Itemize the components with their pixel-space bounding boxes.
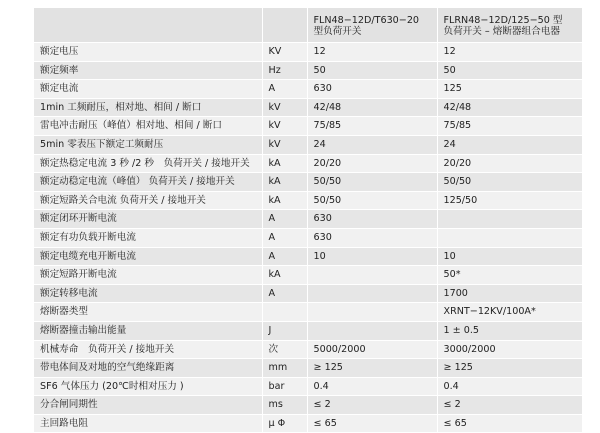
fln48-value-cell: 42/48 xyxy=(307,98,437,117)
param-cell: 额定电缆充电开断电流 xyxy=(34,247,262,266)
header-line: FLRN48−12D/125−50 型 xyxy=(443,14,563,26)
fln48-value-cell: 50/50 xyxy=(307,191,437,210)
flrn48-value-cell: 125 xyxy=(437,80,582,99)
param-cell: 额定热稳定电流 3 秒 /2 秒 负荷开关 / 接地开关 xyxy=(34,154,262,173)
table-row xyxy=(34,173,582,192)
table-row xyxy=(34,210,582,229)
flrn48-value-cell: XRNT−12KV/100A* xyxy=(437,303,582,322)
flrn48-value-cell: 42/48 xyxy=(437,98,582,117)
unit-cell: A xyxy=(262,210,307,229)
fln48-value-cell xyxy=(307,303,437,322)
fln48-value-cell: 630 xyxy=(307,80,437,99)
spec-table xyxy=(34,8,583,433)
unit-cell: J xyxy=(262,321,307,340)
header-row xyxy=(34,8,582,43)
fln48-value-cell: 5000/2000 xyxy=(307,340,437,359)
table-row xyxy=(34,359,582,378)
header-flrn48 xyxy=(437,8,582,43)
unit-cell xyxy=(262,303,307,322)
fln48-value-cell: 630 xyxy=(307,228,437,247)
fln48-value-cell: 24 xyxy=(307,135,437,154)
table-row xyxy=(34,266,582,285)
flrn48-value-cell: 12 xyxy=(437,43,582,62)
fln48-value-cell: ≥ 125 xyxy=(307,359,437,378)
table-row xyxy=(34,414,582,433)
flrn48-value-cell xyxy=(437,228,582,247)
fln48-value-cell xyxy=(307,266,437,285)
param-cell: 1min 工频耐压，相对地、相间 / 断口 xyxy=(34,98,262,117)
param-cell: 5min 零表压下额定工频耐压 xyxy=(34,135,262,154)
table-row xyxy=(34,284,582,303)
unit-cell: kV xyxy=(262,135,307,154)
table-row xyxy=(34,377,582,396)
fln48-value-cell: 50/50 xyxy=(307,173,437,192)
table-row xyxy=(34,43,582,62)
table-row xyxy=(34,396,582,415)
table-row xyxy=(34,228,582,247)
flrn48-value-cell: 75/85 xyxy=(437,117,582,136)
flrn48-value-cell: 0.4 xyxy=(437,377,582,396)
header-parameter xyxy=(34,8,262,43)
header-fln48 xyxy=(307,8,437,43)
header-line: 负荷开关 – 熔断器组合电器 xyxy=(443,26,560,37)
spec-table-header xyxy=(34,8,582,43)
fln48-value-cell: 630 xyxy=(307,210,437,229)
flrn48-value-cell: 125/50 xyxy=(437,191,582,210)
table-row xyxy=(34,321,582,340)
unit-cell: kA xyxy=(262,266,307,285)
table-row xyxy=(34,80,582,99)
unit-cell: kA xyxy=(262,191,307,210)
param-cell: 额定转移电流 xyxy=(34,284,262,303)
fln48-value-cell: ≤ 65 xyxy=(307,414,437,433)
param-cell: 额定闭环开断电流 xyxy=(34,210,262,229)
table-row xyxy=(34,303,582,322)
fln48-value-cell: 10 xyxy=(307,247,437,266)
table-row xyxy=(34,117,582,136)
unit-cell: 次 xyxy=(262,340,307,359)
header-line: FLN48−12D/T630−20 xyxy=(313,14,420,26)
unit-cell: kV xyxy=(262,117,307,136)
unit-cell: A xyxy=(262,247,307,266)
unit-cell: kA xyxy=(262,173,307,192)
flrn48-value-cell: 1 ± 0.5 xyxy=(437,321,582,340)
table-row xyxy=(34,61,582,80)
fln48-value-cell xyxy=(307,284,437,303)
flrn48-value-cell: ≤ 2 xyxy=(437,396,582,415)
flrn48-value-cell: ≤ 65 xyxy=(437,414,582,433)
param-cell: 机械寿命 负荷开关 / 接地开关 xyxy=(34,340,262,359)
fln48-value-cell: 0.4 xyxy=(307,377,437,396)
unit-cell: A xyxy=(262,228,307,247)
flrn48-value-cell: 24 xyxy=(437,135,582,154)
unit-cell: ms xyxy=(262,396,307,415)
param-cell: 熔断器撞击输出能量 xyxy=(34,321,262,340)
flrn48-value-cell: 1700 xyxy=(437,284,582,303)
flrn48-value-cell xyxy=(437,210,582,229)
param-cell: 主回路电阻 xyxy=(34,414,262,433)
table-row xyxy=(34,191,582,210)
param-cell: 额定频率 xyxy=(34,61,262,80)
unit-cell: μ Φ xyxy=(262,414,307,433)
param-cell: SF6 气体压力 (20℃时相对压力 ) xyxy=(34,377,262,396)
table-row xyxy=(34,135,582,154)
flrn48-value-cell: 3000/2000 xyxy=(437,340,582,359)
fln48-value-cell: 75/85 xyxy=(307,117,437,136)
table-row xyxy=(34,247,582,266)
unit-cell: A xyxy=(262,284,307,303)
unit-cell: mm xyxy=(262,359,307,378)
unit-cell: kV xyxy=(262,98,307,117)
flrn48-value-cell: 50 xyxy=(437,61,582,80)
spec-table-body xyxy=(34,43,582,433)
flrn48-value-cell: 50/50 xyxy=(437,173,582,192)
table-row xyxy=(34,340,582,359)
unit-cell: bar xyxy=(262,377,307,396)
flrn48-value-cell: 10 xyxy=(437,247,582,266)
unit-cell: A xyxy=(262,80,307,99)
param-cell: 额定动稳定电流（峰值） 负荷开关 / 接地开关 xyxy=(34,173,262,192)
param-cell: 熔断器类型 xyxy=(34,303,262,322)
param-cell: 额定有功负载开断电流 xyxy=(34,228,262,247)
param-cell: 雷电冲击耐压（峰值）相对地、相间 / 断口 xyxy=(34,117,262,136)
flrn48-value-cell: 50* xyxy=(437,266,582,285)
flrn48-value-cell: ≥ 125 xyxy=(437,359,582,378)
header-line: 型负荷开关 xyxy=(313,26,362,37)
fln48-value-cell xyxy=(307,321,437,340)
unit-cell: KV xyxy=(262,43,307,62)
table-row xyxy=(34,154,582,173)
unit-cell: kA xyxy=(262,154,307,173)
table-row xyxy=(34,98,582,117)
param-cell: 额定电压 xyxy=(34,43,262,62)
fln48-value-cell: ≤ 2 xyxy=(307,396,437,415)
param-cell: 带电体间及对地的空气绝缘距离 xyxy=(34,359,262,378)
param-cell: 分合闸同期性 xyxy=(34,396,262,415)
param-cell: 额定短路关合电流 负荷开关 / 接地开关 xyxy=(34,191,262,210)
fln48-value-cell: 12 xyxy=(307,43,437,62)
flrn48-value-cell: 20/20 xyxy=(437,154,582,173)
fln48-value-cell: 20/20 xyxy=(307,154,437,173)
header-unit xyxy=(262,8,307,43)
param-cell: 额定短路开断电流 xyxy=(34,266,262,285)
unit-cell: Hz xyxy=(262,61,307,80)
param-cell: 额定电流 xyxy=(34,80,262,99)
fln48-value-cell: 50 xyxy=(307,61,437,80)
